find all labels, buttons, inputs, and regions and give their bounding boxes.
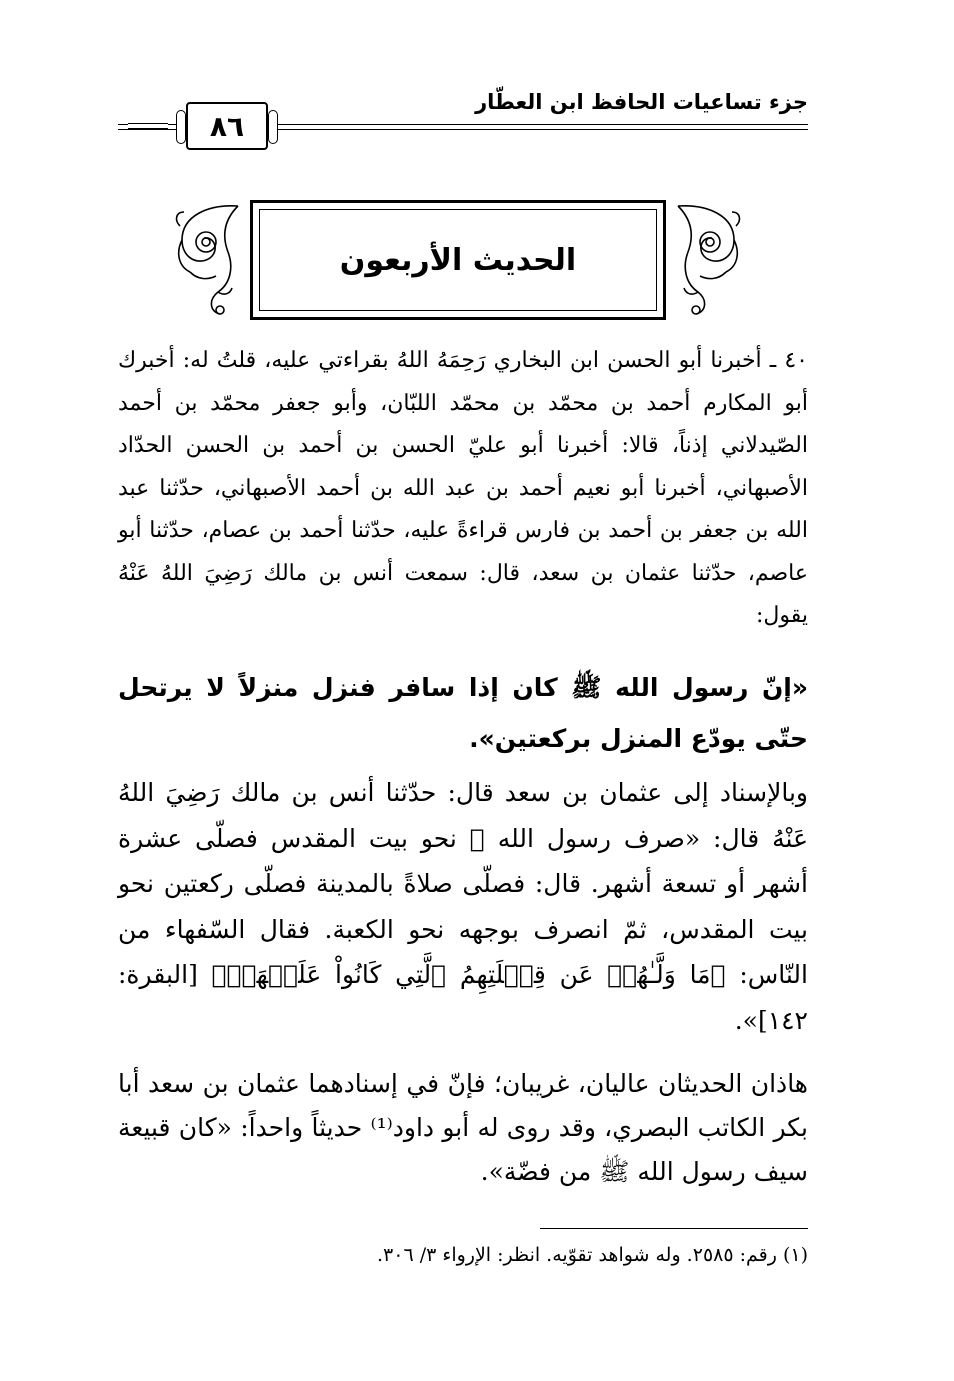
page-header xyxy=(118,82,808,152)
footnote: (١) رقم: ٢٥٨٥. وله شواهد تقوّيه. انظر: الإرواء ٣/ ٣٠٦. xyxy=(377,1244,808,1266)
second-hadith-paragraph: وبالإسناد إلى عثمان بن سعد قال: حدّثنا أنس بن مالك رَضِيَ اللهُ عَنْهُ قال: «صرف رسول الله ﷺ نحو بيت المقدس فصلّى عشرة أشهر أو تسعة أشهر. قال: فصلّى صلاةً بالمدينة فصلّى ركعتين نحو بيت المقدس، ثمّ انصرف بوجهه نحو الكعبة. فقال السّفهاء من النّاس: ﴿مَا وَلَّـٰهُمۡ عَن قِبۡلَتِهِمُ ٱلَّتِي كَانُواْ عَلَيۡهَاۚ﴾ [البقرة: ١٤٢]». xyxy=(118,778,808,1035)
floral-ornament-icon xyxy=(670,196,748,328)
title-frame xyxy=(250,200,666,320)
running-title: جزء تساعيات الحافظ ابن العطّار xyxy=(475,90,808,114)
commentary-paragraph: هاذان الحديثان عاليان، غريبان؛ فإنّ في إسنادهما عثمان بن سعد أبا بكر الكاتب البصري، وقد روى له أبو داود⁽¹⁾ حديثاً واحداً: «كان قبيعة سيف رسول الله ﷺ من فضّة». xyxy=(118,1069,808,1186)
section-title: الحديث الأربعون xyxy=(339,242,577,278)
footnote-rule xyxy=(540,1228,808,1229)
header-dash xyxy=(128,123,168,129)
hadith-text: «إنّ رسول الله ﷺ كان إذا سافر فنزل منزلاً لا يرتحل حتّى يودّع المنزل بركعتين». xyxy=(118,673,808,753)
isnad-paragraph: ٤٠ ـ أخبرنا أبو الحسن ابن البخاري رَحِمَهُ اللهُ بقراءتي عليه، قلتُ له: أخبرك أبو المكارم أحمد بن محمّد بن محمّد اللبّان، وأبو جعفر محمّد بن أحمد الصّيدلاني إذناً، قالا: أخبرنا أبو عليّ الحسن بن أحمد بن الحسن الحدّاد الأصبهاني، أخبرنا أبو نعيم أحمد بن عبد الله بن أحمد الأصبهاني، حدّثنا عبد الله بن جعفر بن أحمد بن فارس قراءةً عليه، حدّثنا أحمد بن عصام، حدّثنا أبو عاصم، حدّثنا عثمان بن سعد، قال: سمعت أنس بن مالك رَضِيَ اللهُ عَنْهُ يقول: xyxy=(118,348,808,628)
floral-ornament-icon xyxy=(168,196,246,328)
page-number: ٨٦ xyxy=(186,102,268,150)
section-title-area xyxy=(168,196,748,328)
